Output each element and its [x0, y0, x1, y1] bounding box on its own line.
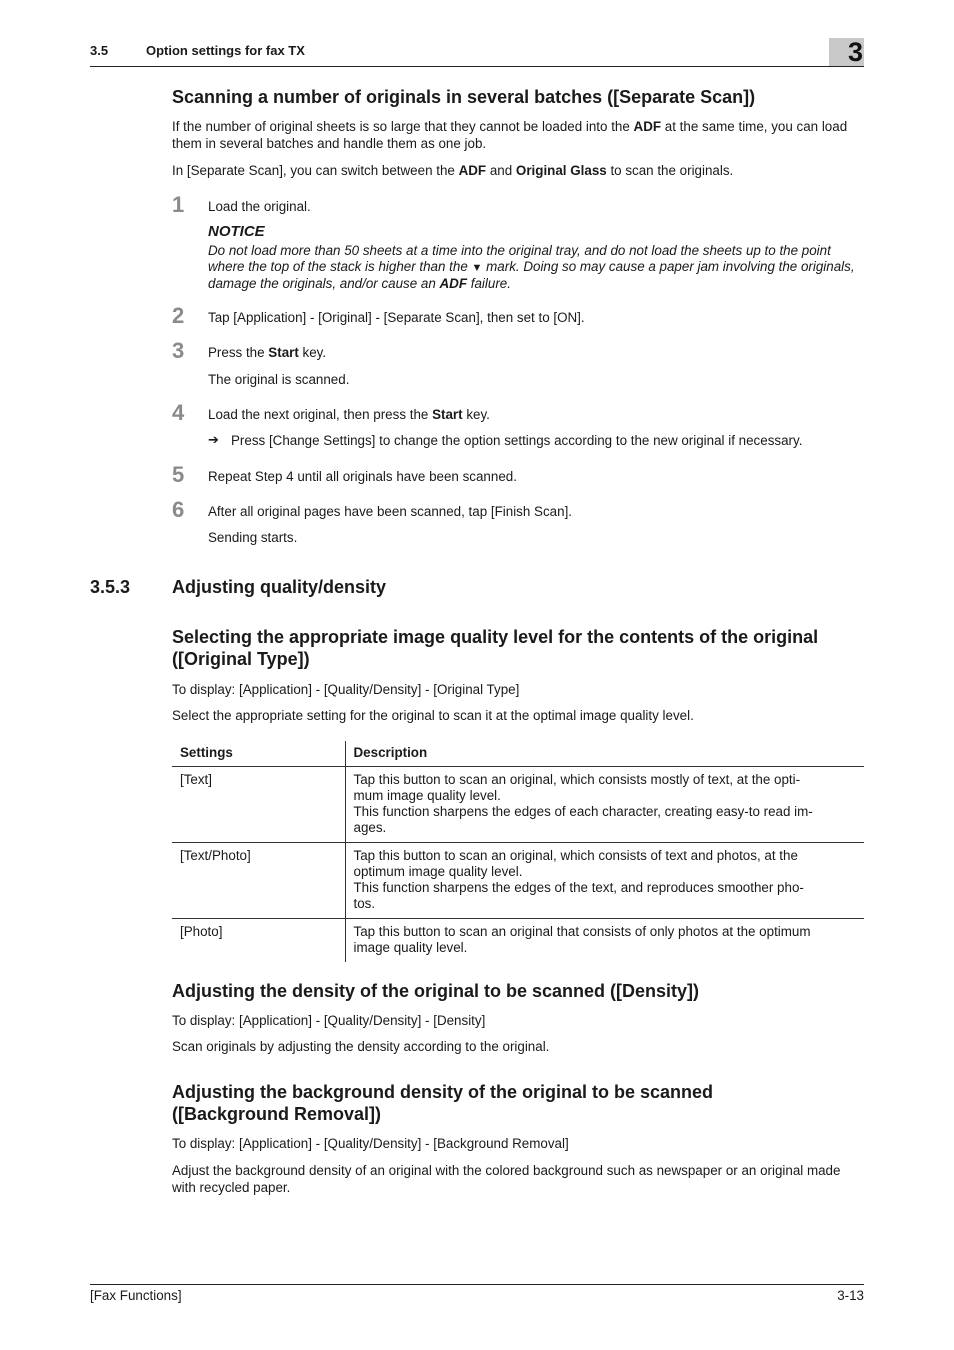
- notice-body: Do not load more than 50 sheets at a time into the original tray, and do not load the sheets up to the point where the top of the stack is higher than the ▼ mark. Doing so may cause a paper jam involving the originals, damage the originals, and/or cause an ADF failure.: [208, 243, 855, 291]
- original-type-table: [172, 741, 864, 962]
- page-footer: [90, 1284, 864, 1303]
- density-description: Scan originals by adjusting the density according to the original.: [172, 1039, 550, 1054]
- density-display-path: To display: [Application] - [Quality/Density] - [Density]: [172, 1013, 486, 1028]
- separate-scan-intro-2: In [Separate Scan], you can switch between the ADF and Original Glass to scan the originals.: [172, 163, 734, 178]
- table-header-row: [172, 741, 864, 766]
- step-result-3: The original is scanned.: [208, 372, 350, 387]
- header-section-number: 3.5: [90, 43, 109, 58]
- section-title: Adjusting quality/density: [172, 577, 387, 597]
- background-removal-display-path: To display: [Application] - [Quality/Density] - [Background Removal]: [172, 1136, 569, 1151]
- separate-scan-heading: Scanning a number of originals in several batches ([Separate Scan]): [172, 87, 756, 107]
- triangle-mark-icon: ▼: [471, 262, 483, 274]
- page-header: [90, 38, 864, 67]
- separate-scan-intro-1: If the number of original sheets is so large that they cannot be loaded into the ADF at the same time, you can load them in several batches and handle them as one job.: [172, 119, 848, 151]
- background-removal-description: Adjust the background density of an original with the colored background such as newspaper or an original made with recycled paper.: [172, 1163, 841, 1195]
- header-section-title: Option settings for fax TX: [146, 43, 305, 58]
- background-removal-heading: Adjusting the background density of the original to be scanned ([Background Removal]): [172, 1082, 714, 1124]
- step-number-6: 6: [172, 497, 185, 522]
- setting-cell: [Text/Photo]: [172, 842, 345, 918]
- table-row: [172, 842, 864, 918]
- chapter-number: 3: [847, 37, 863, 67]
- setting-cell: [Text]: [172, 766, 345, 842]
- chapter-badge: [829, 38, 864, 66]
- original-type-description: Select the appropriate setting for the original to scan it at the optimal image quality level.: [172, 708, 694, 723]
- step-number-2: 2: [172, 303, 185, 328]
- step-result-6: Sending starts.: [208, 530, 298, 545]
- step-text-4: Load the next original, then press the Start key.: [208, 407, 490, 422]
- step-text-5: Repeat Step 4 until all originals have been scanned.: [208, 469, 517, 484]
- table-header-settings: Settings: [172, 741, 345, 766]
- section-heading-3-5-3: [90, 577, 386, 598]
- table-header-description: Description: [345, 741, 864, 766]
- footer-manual-name: [Fax Functions]: [90, 1288, 182, 1303]
- step-number-1: 1: [172, 192, 185, 217]
- step-text-2: Tap [Application] - [Original] - [Separate Scan], then set to [ON].: [208, 310, 585, 325]
- arrow-right-icon: ➔: [208, 432, 219, 447]
- step-number-4: 4: [172, 400, 185, 425]
- step-text-3: Press the Start key.: [208, 345, 327, 360]
- setting-cell: [Photo]: [172, 918, 345, 962]
- step-text-1: Load the original.: [208, 199, 311, 214]
- density-heading: Adjusting the density of the original to be scanned ([Density]): [172, 981, 700, 1001]
- description-cell: Tap this button to scan an original, which consists mostly of text, at the opti- mum image quality level. This function sharpens the edges of each character, creating easy-to read im- ages.: [345, 766, 864, 842]
- footer-page-number: 3-13: [837, 1288, 864, 1303]
- step-subitem-4: Press [Change Settings] to change the option settings according to the new original if necessary.: [231, 433, 803, 448]
- step-number-5: 5: [172, 462, 185, 487]
- notice-title: NOTICE: [208, 223, 265, 240]
- original-type-heading: Selecting the appropriate image quality level for the contents of the original ([Original Type]): [172, 627, 819, 669]
- table-row: [172, 766, 864, 842]
- description-cell: Tap this button to scan an original, which consists of text and photos, at the optimum image quality level. This function sharpens the edges of the text, and reproduces smoother pho- tos.: [345, 842, 864, 918]
- step-number-3: 3: [172, 338, 185, 363]
- section-number: 3.5.3: [90, 577, 131, 597]
- original-type-display-path: To display: [Application] - [Quality/Density] - [Original Type]: [172, 682, 520, 697]
- description-cell: Tap this button to scan an original that consists of only photos at the optimum image quality level.: [353, 923, 811, 955]
- step-text-6: After all original pages have been scanned, tap [Finish Scan].: [208, 504, 573, 519]
- table-row: [172, 918, 864, 962]
